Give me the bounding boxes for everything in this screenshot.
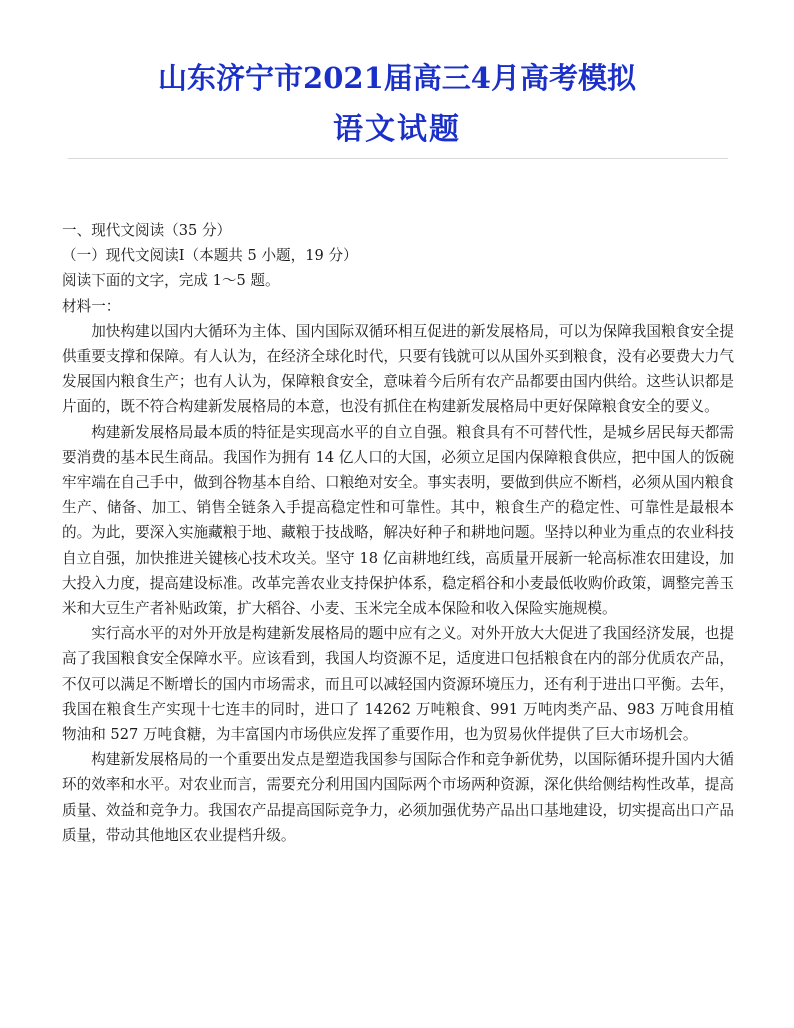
paragraph-3: 实行高水平的对外开放是构建新发展格局的题中应有之义。对外开放大大促进了我国经济发展，也提高了我国粮食安全保障水平。应该看到，我国人均资源不足，适度进口包括粮食在内的部分优质农产品，不仅可以满足不断增长的国内市场需求，而且可以减轻国内资源环境压力，还有利于进出口平衡。去年，我国在粮食生产实现十七连丰的同时，进口了 14262 万吨粮食、991 万吨肉类产品、983 万吨食用植物油和 527 万吨食糖，为丰富国内市场供应发挥了重要作用，也为贸易伙伴提供了巨大市场机会。 xyxy=(62,625,734,744)
document-title: 山东济宁市2021届高三4月高考模拟 xyxy=(158,61,636,95)
section-heading: 一、现代文阅读（35 分） xyxy=(62,222,232,239)
paragraph-2: 构建新发展格局最本质的特征是实现高水平的自立自强。粮食具有不可替代性，是城乡居民每天都需要消费的基本民生商品。我国作为拥有 14 亿人口的大国，必须立足国内保障粮食供应，把中国人的饭碗牢牢端在自己手中，做到谷物基本自给、口粮绝对安全。事实表明，要做到供应不断档，必须从国内粮食生产、储备、加工、销售全链条入手提高稳定性和可靠性。其中，粮食生产的稳定性、可靠性是最根本的。为此，要深入实施藏粮于地、藏粮于技战略，解决好种子和耕地问题。坚持以种业为重点的农业科技自立自强，加快推进关键核心技术攻关。坚守 18 亿亩耕地红线，高质量开展新一轮高标准农田建设，加大投入力度，提高建设标准。改革完善农业支持保护体系，稳定稻谷和小麦最低收购价政策，调整完善玉米和大豆生产者补贴政策，扩大稻谷、小麦、玉米完全成本保险和收入保险实施规模。 xyxy=(62,423,734,618)
document-body xyxy=(62,218,734,848)
paragraph-4: 构建新发展格局的一个重要出发点是塑造我国参与国际合作和竞争新优势，以国际循环提升国内大循环的效率和水平。对农业而言，需要充分利用国内国际两个市场两种资源，深化供给侧结构性改革，提高质量、效益和竞争力。我国农产品提高国际竞争力，必须加强优势产品出口基地建设，切实提高出口产品质量，带动其他地区农业提档升级。 xyxy=(62,751,734,844)
title-divider xyxy=(68,158,728,159)
section-subheading: （一）现代文阅读Ⅰ（本题共 5 小题，19 分） xyxy=(62,247,358,265)
material-label: 材料一： xyxy=(62,297,121,315)
paragraph-1: 加快构建以国内大循环为主体、国内国际双循环相互促进的新发展格局，可以为保障我国粮食安全提供重要支撑和保障。有人认为，在经济全球化时代，只要有钱就可以从国外买到粮食，没有必要费大力气发展国内粮食生产；也有人认为，保障粮食安全，意味着今后所有农产品都要由国内供给。这些认识都是片面的，既不符合构建新发展格局的本意，也没有抓住在构建新发展格局中更好保障粮食安全的要义。 xyxy=(62,322,734,416)
reading-instruction: 阅读下面的文字，完成 1～5 题。 xyxy=(62,272,280,290)
document-subtitle: 语文试题 xyxy=(333,112,461,147)
